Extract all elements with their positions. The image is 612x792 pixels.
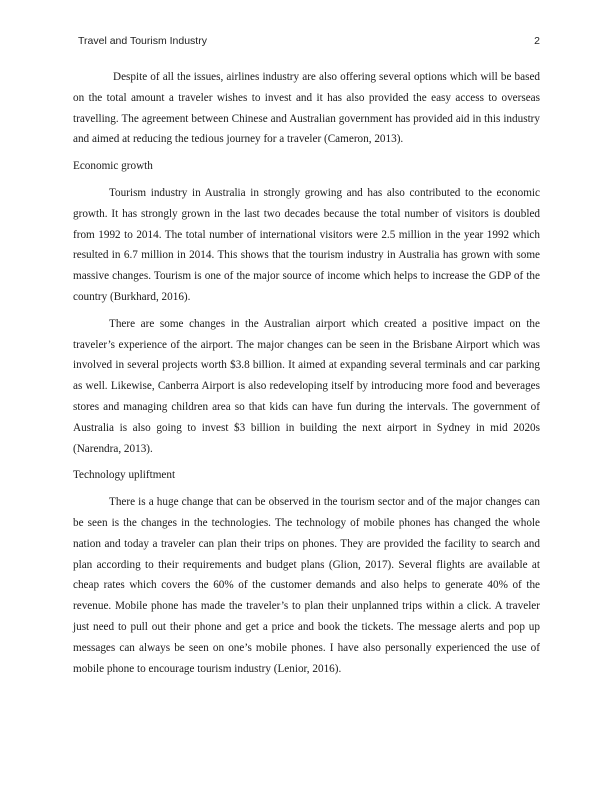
- paragraph-airport-changes: There are some changes in the Australian airport which created a positive impact on the traveler’s experience of the airport. The major changes can be seen in the Brisbane Airport which was involved in several projects worth $3.8 billion. It aimed at expanding several terminals and car parking as well. Likewise, Canberra Airport is also redeveloping itself by introducing more food and beverages stores and managing children area so that kids can have fun during the intervals. The government of Australia is also going to invest $3 billion in building the next airport in Sydney in mid 2020s (Narendra, 2013).: [73, 317, 540, 455]
- page-number: 2: [534, 35, 540, 47]
- paragraph-economic-growth: Tourism industry in Australia in strongly growing and has also contributed to the economic growth. It has strongly grown in the last two decades because the total number of visitors is doubled from 1992 to 2014. The total number of international visitors were 2.5 million in the year 1992 which resulted in 6.7 million in 2014. This shows that the tourism industry in Australia has grown with some massive changes. Tourism is one of the major source of income which helps to increase the GDP of the country (Burkhard, 2016).: [73, 186, 540, 303]
- paragraph-technology: There is a huge change that can be observed in the tourism sector and of the major changes can be seen is the changes in the technologies. The technology of mobile phones has changed the whole nation and today a traveler can plan their trips on phones. They are provided the facility to search and plan according to their requirements and budget plans (Glion, 2017). Several flights are available at cheap rates which covers the 60% of the customer demands and also helps to generate 40% of the revenue. Mobile phone has made the traveler’s to plan their unplanned trips within a click. A traveler just need to pull out their phone and get a price and book the tickets. The message alerts and pop up messages can always be seen on one’s mobile phones. I have also personally experienced the use of mobile phone to encourage tourism industry (Lenior, 2016).: [73, 496, 540, 675]
- page-header: [78, 35, 540, 51]
- paragraph-airlines: Despite of all the issues, airlines industry are also offering several options which will be based on the total amount a traveler wishes to invest and it has also provided the easy access to overseas travelling. The agreement between Chinese and Australian government has provided aid in this industry and aimed at reducing the tedious journey for a traveler (Cameron, 2013).: [73, 71, 540, 146]
- running-head-title: Travel and Tourism Industry: [78, 35, 207, 47]
- document-body: [73, 67, 540, 685]
- section-heading-technology-upliftment: Technology upliftment: [73, 469, 176, 482]
- section-heading-economic-growth: Economic growth: [73, 160, 153, 173]
